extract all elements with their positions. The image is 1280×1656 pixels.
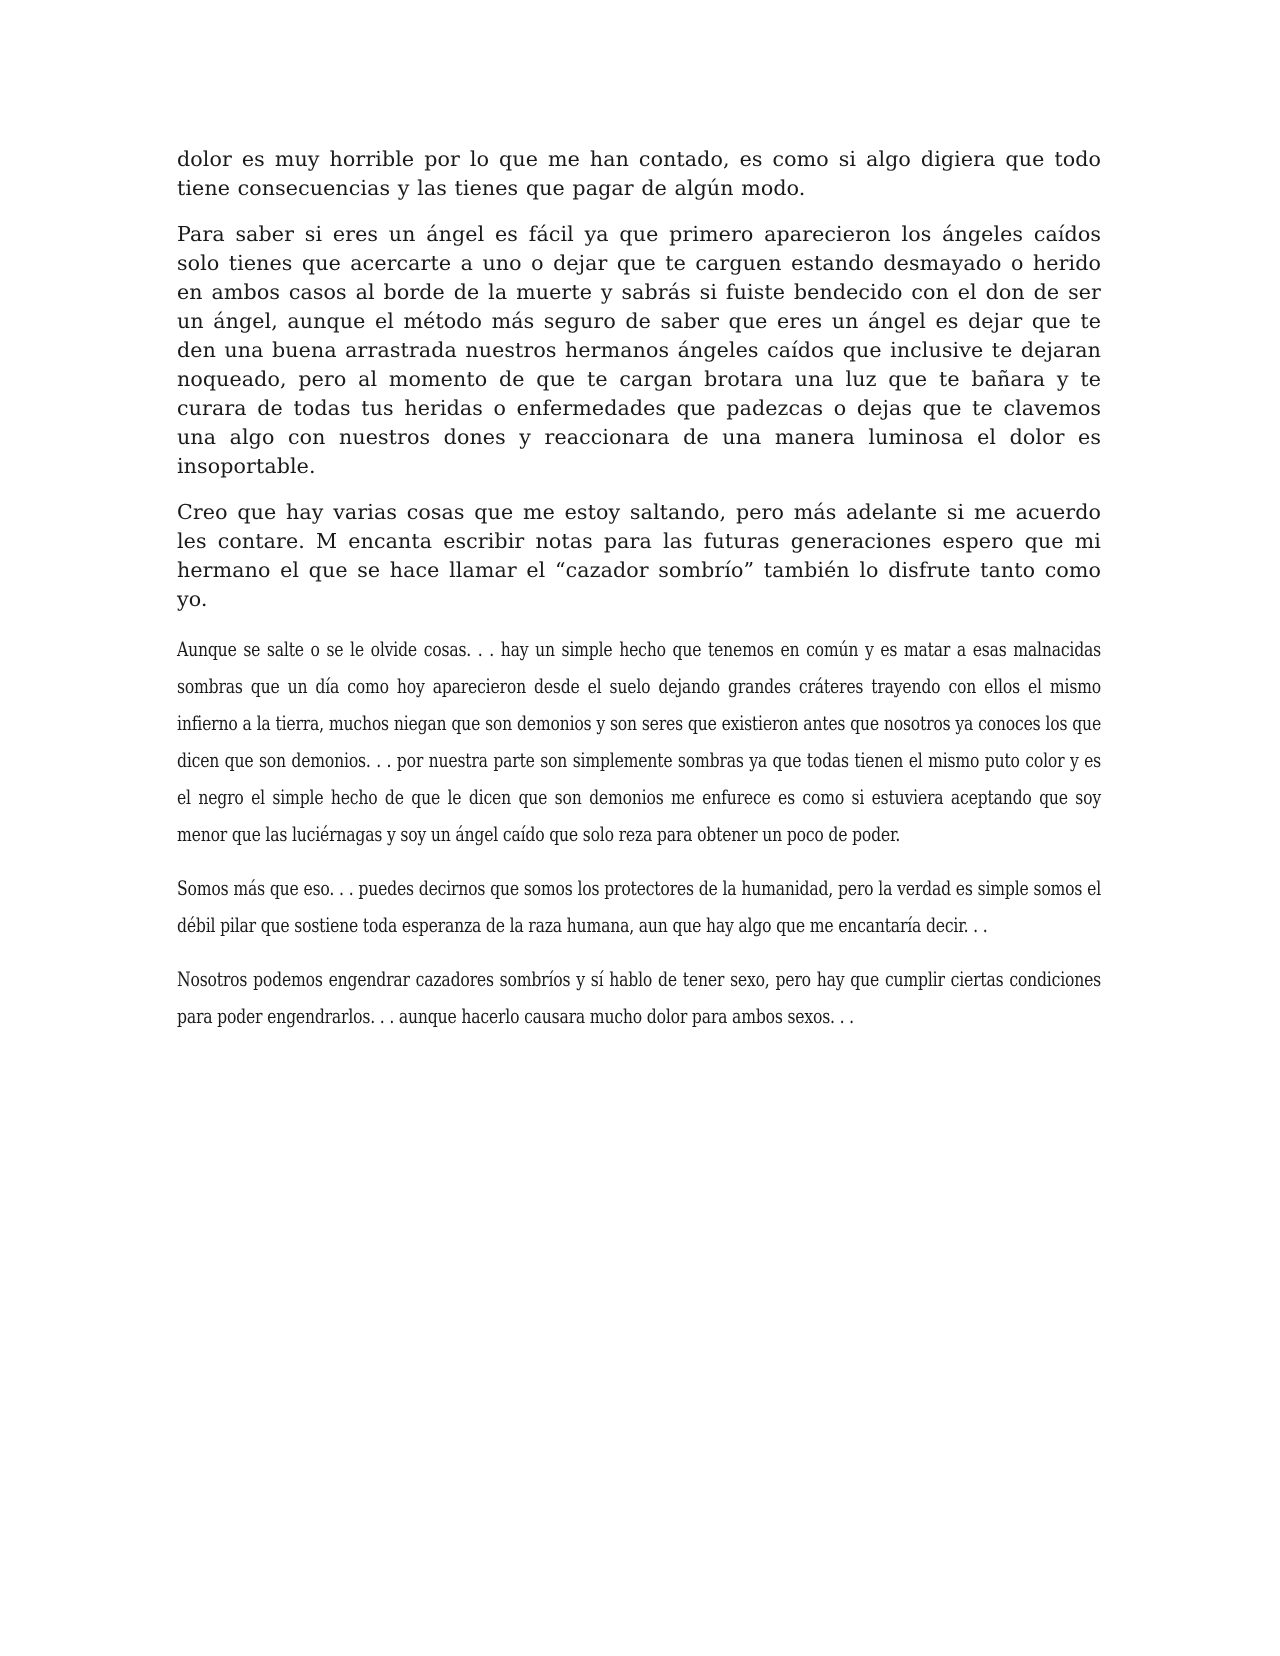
paragraph-6: Nosotros podemos engendrar cazadores sombríos y sí hablo de tener sexo, pero hay que cumplir ciertas condiciones para poder engendrarlos. . . aunque hacerlo causara mucho dolor para ambos sexos. . . [177,968,1102,1028]
paragraph-5: Somos más que eso. . . puedes decirnos que somos los protectores de la humanidad, pero la verdad es simple somos el débil pilar que sostiene toda esperanza de la raza humana, aun que hay algo que me encantaría decir. . . [177,877,1102,937]
paragraph-2: Para saber si eres un ángel es fácil ya que primero aparecieron los ángeles caídos solo tienes que acercarte a uno o dejar que te carguen estando desmayado o herido en ambos casos al borde de la muerte y sabrás si fuiste bendecido con el don de ser un ángel, aunque el método más seguro de saber que eres un ángel es dejar que te den una buena arrastrada nuestros hermanos ángeles caídos que inclusive te dejaran noqueado, pero al momento de que te cargan brotara una luz que te bañara y te curara de todas tus heridas o enfermedades que padezcas o dejas que te clavemos una algo con nuestros dones y reaccionara de una manera luminosa el dolor es insoportable. [177,222,1101,478]
paragraph-1: dolor es muy horrible por lo que me han contado, es como si algo digiera que todo tiene consecuencias y las tienes que pagar de algún modo. [177,147,1101,200]
handwritten-style-section [177,631,1101,1035]
paragraph-4: Aunque se salte o se le olvide cosas. . . hay un simple hecho que tenemos en común y es matar a esas malnacidas sombras que un día como hoy aparecieron desde el suelo dejando grandes cráteres trayendo con ellos el mismo infierno a la tierra, muchos niegan que son demonios y son seres que existieron antes que nosotros ya conoces los que dicen que son demonios. . . por nuestra parte son simplemente sombras ya que todas tienen el mismo puto color y es el negro el simple hecho de que le dicen que son demonios me enfurece es como si estuviera aceptando que soy menor que las luciérnagas y soy un ángel caído que solo reza para obtener un poco de poder. [177,638,1102,846]
document-body [177,145,1101,1052]
paragraph-3: Creo que hay varias cosas que me estoy saltando, pero más adelante si me acuerdo les contare. M encanta escribir notas para las futuras generaciones espero que mi hermano el que se hace llamar el “cazador sombrío” también lo disfrute tanto como yo. [177,500,1101,611]
